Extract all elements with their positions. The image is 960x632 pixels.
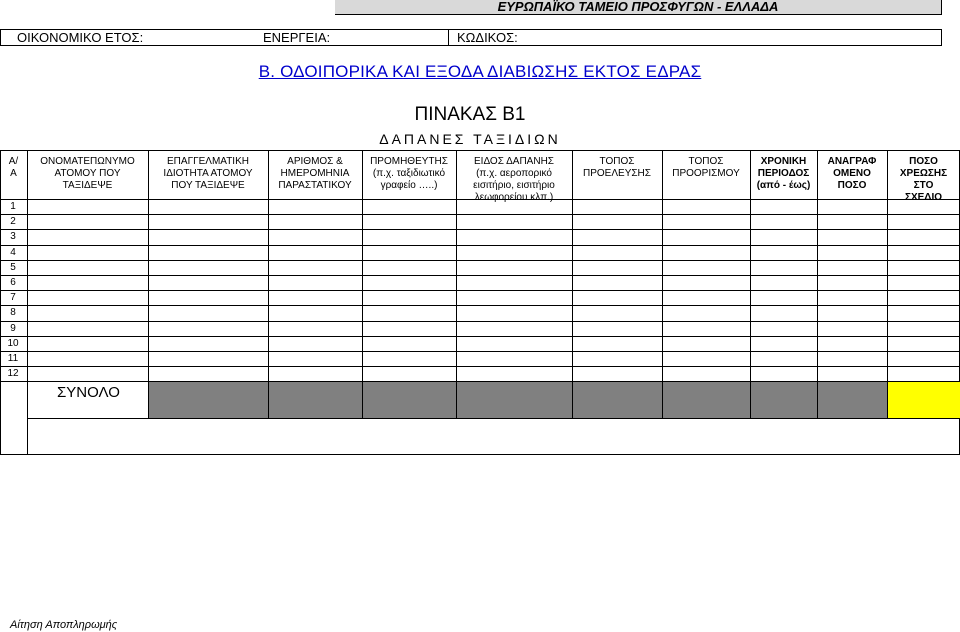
code-label: ΚΩΔΙΚΟΣ:: [457, 30, 518, 45]
table-cell: [887, 229, 960, 244]
row-number: 9: [10, 322, 16, 334]
total-gray-cell: [362, 381, 456, 418]
table-cell: [456, 336, 572, 351]
column-header: ΠΡΟΜΗΘΕΥΤΗΣ (π.χ. ταξιδιωτικό γραφείο …..): [370, 156, 448, 191]
column-header: ΕΠΑΓΓΕΛΜΑΤΙΚΗ ΙΔΙΟΤΗΤΑ ΑΤΟΜΟΥ ΠΟΥ ΤΑΞΙΔΕΨΕ: [163, 156, 253, 191]
total-gray-cell: [817, 381, 887, 418]
table-cell: [362, 245, 456, 260]
table-cell: [268, 366, 362, 381]
table-cell: [750, 351, 817, 366]
table-cell: [887, 305, 960, 320]
column-header: ΠΟΣΟ ΧΡΕΩΣΗΣ ΣΤΟ ΣΧΕΔΙΟ: [899, 156, 948, 203]
table-cell: [817, 245, 887, 260]
table-cell: [148, 336, 268, 351]
table-cell: [456, 245, 572, 260]
table-cell: [750, 305, 817, 320]
table-cell: [817, 275, 887, 290]
table-cell: [268, 305, 362, 320]
table-cell: [662, 245, 750, 260]
table-cell: [148, 245, 268, 260]
table-cell: [887, 260, 960, 275]
table-cell: [148, 321, 268, 336]
table-cell: [662, 199, 750, 214]
table-cell: [662, 275, 750, 290]
total-gray-cell: [572, 381, 662, 418]
table-cell: [572, 290, 662, 305]
table-cell: [817, 305, 887, 320]
table-cell: [750, 229, 817, 244]
blank-row: [27, 418, 960, 455]
table-cell: [27, 336, 148, 351]
table-cell: [817, 366, 887, 381]
table-cell: [456, 214, 572, 229]
table-cell: [572, 260, 662, 275]
table-cell: [27, 260, 148, 275]
table-cell: [268, 321, 362, 336]
column-header: ΧΡΟΝΙΚΗ ΠΕΡΙΟΔΟΣ (από - έως): [756, 156, 811, 191]
table-cell: [148, 305, 268, 320]
table-cell: [268, 245, 362, 260]
table-cell: [572, 245, 662, 260]
table-cell: [750, 199, 817, 214]
table-cell: [148, 260, 268, 275]
table-cell: [662, 229, 750, 244]
total-charged-amount-cell: [887, 381, 960, 418]
table-cell: [362, 366, 456, 381]
table-cell: [572, 214, 662, 229]
table-cell: [750, 214, 817, 229]
table-cell: [27, 199, 148, 214]
table-cell: [268, 260, 362, 275]
table-cell: [456, 199, 572, 214]
table-cell: [362, 229, 456, 244]
table-cell: [362, 321, 456, 336]
table-cell: [148, 366, 268, 381]
total-gray-cell: [268, 381, 362, 418]
table-cell: [662, 336, 750, 351]
table-cell: [456, 321, 572, 336]
table-cell: [662, 214, 750, 229]
code-field[interactable]: [448, 29, 942, 46]
table-cell: [27, 245, 148, 260]
table-cell: [817, 351, 887, 366]
table-cell: [572, 305, 662, 320]
table-cell: [456, 229, 572, 244]
table-cell: [456, 275, 572, 290]
table-cell: [362, 336, 456, 351]
row-number: 11: [7, 353, 19, 364]
table-cell: [456, 366, 572, 381]
table-cell: [27, 275, 148, 290]
table-cell: [817, 260, 887, 275]
column-header: ΕΙΔΟΣ ΔΑΠΑΝΗΣ (π.χ. αεροπορικό εισιτήριο, εισιτήριο λεωφορείου κλπ.): [473, 156, 555, 203]
table-cell: [148, 351, 268, 366]
table-cell: [268, 214, 362, 229]
fiscal-year-label: ΟΙΚΟΝΟΜΙΚΟ ΕΤΟΣ:: [17, 30, 144, 45]
row-number: 1: [10, 201, 16, 212]
table-cell: [817, 336, 887, 351]
table-cell: [572, 275, 662, 290]
table-cell: [362, 290, 456, 305]
table-cell: [887, 351, 960, 366]
table-cell: [456, 305, 572, 320]
row-number: 4: [10, 246, 16, 258]
table-cell: [662, 321, 750, 336]
table-cell: [572, 366, 662, 381]
total-label: ΣΥΝΟΛΟ: [57, 384, 120, 402]
total-gray-cell: [750, 381, 817, 418]
table-cell: [456, 260, 572, 275]
column-header: ΑΡΙΘΜΟΣ & ΗΜΕΡΟΜΗΝΙΑ ΠΑΡΑΣΤΑΤΙΚΟΥ: [278, 156, 352, 191]
row-number: 5: [10, 261, 16, 273]
table-cell: [362, 305, 456, 320]
table-cell: [750, 321, 817, 336]
table-cell: [362, 351, 456, 366]
table-cell: [817, 229, 887, 244]
table-cell: [268, 229, 362, 244]
table-cell: [750, 366, 817, 381]
column-header: ΤΟΠΟΣ ΠΡΟΕΛΕΥΣΗΣ: [583, 156, 651, 179]
table-cell: [750, 290, 817, 305]
table-cell: [817, 199, 887, 214]
table-cell: [362, 199, 456, 214]
row-number: 3: [10, 231, 16, 243]
table-cell: [268, 290, 362, 305]
table-cell: [662, 305, 750, 320]
table-cell: [750, 336, 817, 351]
row-number-cell: [0, 381, 27, 455]
table-cell: [148, 214, 268, 229]
table-cell: [27, 305, 148, 320]
total-gray-cell: [662, 381, 750, 418]
table-cell: [572, 199, 662, 214]
table-cell: [572, 351, 662, 366]
row-number: 6: [10, 277, 16, 288]
table-cell: [662, 351, 750, 366]
table-cell: [750, 245, 817, 260]
table-cell: [27, 321, 148, 336]
table-cell: [750, 260, 817, 275]
table-cell: [887, 275, 960, 290]
fund-title: ΕΥΡΩΠΑΪΚΟ ΤΑΜΕΙΟ ΠΡΟΣΦΥΓΩΝ - ΕΛΛΑΔΑ: [335, 0, 942, 15]
table-cell: [362, 260, 456, 275]
table-cell: [148, 275, 268, 290]
table-cell: [456, 351, 572, 366]
total-gray-cell: [456, 381, 572, 418]
table-cell: [268, 351, 362, 366]
table-cell: [887, 214, 960, 229]
table-cell: [887, 290, 960, 305]
row-number: 7: [10, 292, 16, 304]
table-cell: [887, 336, 960, 351]
table-title: ΠΙΝΑΚΑΣ Β1: [414, 104, 526, 125]
table-cell: [572, 336, 662, 351]
footer-note: Αίτηση Αποπληρωμής: [10, 619, 118, 631]
table-cell: [887, 199, 960, 214]
table-cell: [887, 366, 960, 381]
column-header: ΟΝΟΜΑΤΕΠΩΝΥΜΟ ΑΤΟΜΟΥ ΠΟΥ ΤΑΞΙΔΕΨΕ: [40, 156, 135, 191]
table-cell: [27, 366, 148, 381]
column-header: ΑΝΑΓΡΑΦ ΟΜΕΝΟ ΠΟΣΟ: [827, 156, 877, 191]
table-cell: [662, 366, 750, 381]
column-header: Α/ Α: [8, 156, 19, 179]
table-cell: [148, 290, 268, 305]
table-cell: [27, 214, 148, 229]
table-cell: [817, 214, 887, 229]
column-header: ΤΟΠΟΣ ΠΡΟΟΡΙΣΜΟΥ: [672, 156, 740, 179]
row-number: 2: [10, 216, 16, 228]
action-label: ΕΝΕΡΓΕΙΑ:: [263, 30, 331, 45]
table-cell: [456, 290, 572, 305]
table-cell: [148, 229, 268, 244]
table-cell: [362, 214, 456, 229]
table-cell: [27, 351, 148, 366]
row-number: 12: [7, 368, 19, 380]
table-cell: [887, 321, 960, 336]
total-gray-cell: [148, 381, 268, 418]
table-cell: [817, 321, 887, 336]
table-cell: [662, 290, 750, 305]
table-cell: [268, 199, 362, 214]
table-cell: [268, 275, 362, 290]
section-title: Β. ΟΔΟΙΠΟΡΙΚΑ ΚΑΙ ΕΞΟΔΑ ΔΙΑΒΙΩΣΗΣ ΕΚΤΟΣ ΕΔΡΑΣ: [258, 62, 702, 81]
row-number: 8: [10, 307, 16, 319]
table-cell: [148, 199, 268, 214]
table-cell: [268, 336, 362, 351]
table-cell: [887, 245, 960, 260]
table-cell: [817, 290, 887, 305]
table-cell: [662, 260, 750, 275]
table-cell: [362, 275, 456, 290]
info-row: [0, 29, 942, 46]
table-subtitle: ΔΑΠΑΝΕΣ ΤΑΞΙΔΙΩΝ: [379, 131, 561, 147]
table-cell: [572, 321, 662, 336]
row-number: 10: [7, 337, 19, 349]
table-cell: [750, 275, 817, 290]
table-cell: [572, 229, 662, 244]
table-cell: [27, 290, 148, 305]
table-cell: [27, 229, 148, 244]
